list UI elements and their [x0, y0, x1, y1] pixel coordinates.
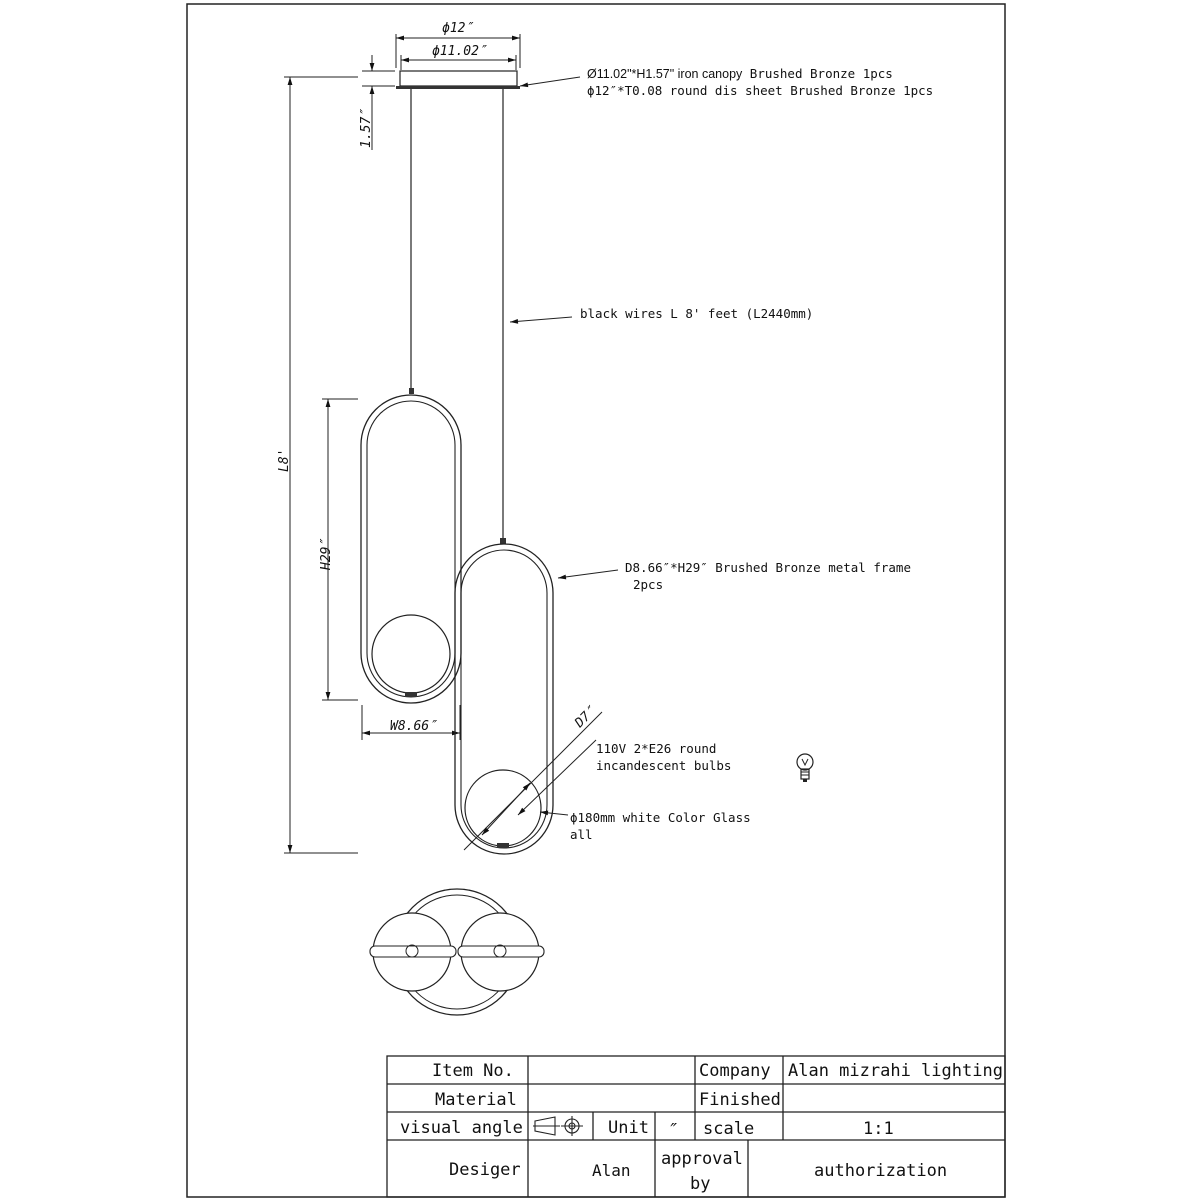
label-scale: scale	[703, 1119, 755, 1139]
dim-canopy-inner: ϕ11.02″	[432, 44, 487, 59]
leader-wires	[510, 317, 572, 322]
callout-frame-line1: D8.66″*H29″ Brushed Bronze metal frame	[625, 560, 911, 575]
dim-canopy-outer: ϕ12″	[442, 21, 474, 36]
callout-canopy-line2: ϕ12″*T0.08 round dis sheet Brushed Bronze 1pcs	[587, 83, 934, 98]
dim-overall-length: L8'	[277, 448, 292, 472]
bulb-icon	[797, 754, 813, 782]
leader-frame	[558, 570, 618, 578]
dim-canopy-height: 1.57″	[359, 108, 374, 148]
callout-bulbs-line1: 110V 2*E26 round	[596, 741, 717, 756]
sheet-border	[187, 4, 1005, 1197]
label-item-no: Item No.	[432, 1061, 514, 1081]
label-finished: Finished	[699, 1090, 781, 1110]
value-unit: ″	[666, 1120, 677, 1141]
top-view	[370, 889, 544, 1015]
dim-glass-diameter: D7″	[572, 703, 600, 731]
callout-wires: black wires L 8' feet (L2440mm)	[580, 306, 814, 321]
dim-overall-lines	[284, 77, 358, 853]
label-authorization: authorization	[814, 1161, 948, 1181]
label-designer: Desiger	[449, 1160, 521, 1180]
label-approval-by: by	[690, 1174, 711, 1194]
projection-symbol-icon	[533, 1116, 583, 1136]
dim-frame-height: H29″	[319, 538, 334, 570]
callout-bulbs-line2: incandescent bulbs	[596, 758, 732, 773]
label-unit: Unit	[608, 1118, 649, 1138]
callout-canopy-line1: Ø11.02"*H1.57" iron canopy Brushed Bronze 1pcs	[587, 66, 893, 81]
label-material: Material	[435, 1090, 517, 1110]
leader-canopy	[520, 77, 580, 86]
callout-glass-line2: all	[570, 827, 593, 842]
value-company: Alan mizrahi lighting	[788, 1061, 1003, 1081]
label-approval: approval	[661, 1149, 743, 1169]
pendant-right	[455, 538, 553, 854]
label-company: Company	[699, 1061, 771, 1081]
callout-glass-line1: ϕ180mm white Color Glass	[570, 810, 751, 825]
value-scale: 1:1	[863, 1119, 894, 1139]
canopy	[396, 34, 520, 89]
label-visual-angle: visual angle	[400, 1118, 523, 1138]
pendant-left	[361, 388, 461, 703]
dim-frame-width: W8.66″	[390, 719, 437, 734]
callout-frame-line2: 2pcs	[633, 577, 664, 592]
value-designer: Alan	[592, 1161, 631, 1180]
dim-frame-lines	[322, 399, 460, 740]
